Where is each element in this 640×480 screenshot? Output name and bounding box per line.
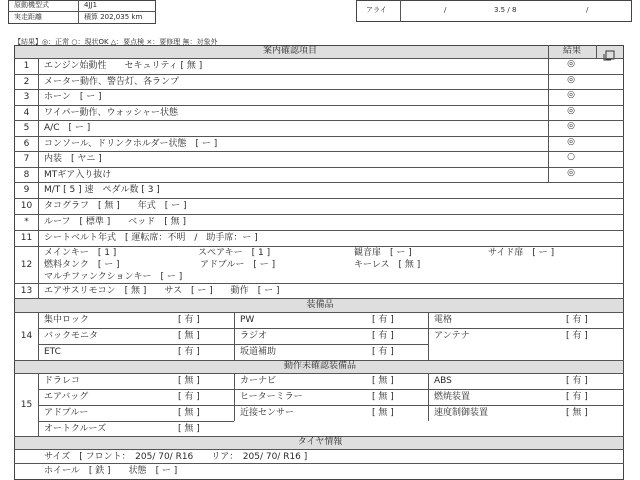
row-12-number: 12 xyxy=(20,260,33,270)
row-text: ワイパー動作、ウォッシャー状態 xyxy=(44,108,179,118)
row-11-text: シートベルト年式 [ 運転席：不明 / 助手席：ー ] xyxy=(44,233,258,243)
header-title: 案内確認項目 xyxy=(262,46,317,56)
equipment-item-value: [ 無 ] xyxy=(178,331,200,341)
equipment-item-value: [ 有 ] xyxy=(372,347,394,357)
equipment-item-name: 近接センサー xyxy=(240,408,295,418)
row-roof-number: * xyxy=(24,217,29,227)
equipment-item-name: 燃焼装置 xyxy=(434,392,471,402)
result-legend: 【結果】◎：正常 ○：現状OK △：要点検 ×：要修理 無：対象外 xyxy=(14,38,218,46)
engine-model-value: 4JJ1 xyxy=(84,1,98,9)
equipment-item-name: PW xyxy=(240,315,255,325)
equipment-item-name: カーナビ xyxy=(240,376,277,386)
equipment-item-name: 集中ロック xyxy=(44,315,89,325)
equipment-item-value: [ 無 ] xyxy=(178,376,200,386)
row-number: 8 xyxy=(23,170,30,180)
row-12-spare-key: スペアキー [ 1 ] xyxy=(198,248,271,258)
equipment-item-value: [ 有 ] xyxy=(372,315,394,325)
row-text: A/C [ ー ] xyxy=(44,123,91,133)
header-result: 結果 xyxy=(562,46,581,56)
alarai-label: アライ xyxy=(366,6,387,14)
equipment-item-value: [ 無 ] xyxy=(372,376,394,386)
row-12-side-door: サイド扉 [ ー ] xyxy=(488,248,555,258)
row-text: MTギア入り抜け xyxy=(44,170,112,180)
tire-title: タイヤ情報 xyxy=(297,437,343,447)
equipment-title: 装備品 xyxy=(306,300,334,310)
equipment-item-value: [ 無 ] xyxy=(178,424,200,434)
row-result: ◎ xyxy=(567,137,575,147)
mileage-label: 実走距離 xyxy=(14,13,42,21)
equipment-item-name: ヒーターミラー xyxy=(240,392,303,402)
equipment-item-name: ABS xyxy=(434,376,452,386)
row-10-text: タコグラフ [ 無 ] 年式 [ ー ] xyxy=(44,201,187,211)
row-13-text: エアサスリモコン [ 無 ] サス [ ー ] 動作 [ ー ] xyxy=(44,286,280,296)
equipment-number: 14 xyxy=(20,331,33,341)
row-number: 5 xyxy=(23,123,30,133)
equipment-item-name: ラジオ xyxy=(240,331,268,341)
row-number: 6 xyxy=(23,139,30,149)
row-12-main-key: メインキー [ 1 ] xyxy=(44,248,117,258)
row-result: ◎ xyxy=(567,90,575,100)
row-number: 7 xyxy=(23,154,30,164)
row-number: 4 xyxy=(23,108,30,118)
equipment-item-value: [ 有 ] xyxy=(178,347,200,357)
row-result: ◎ xyxy=(567,106,575,116)
wheel-info: ホイール [ 鉄 ] 状態 [ ー ] xyxy=(44,466,178,476)
unchecked-title: 動作未確認装備品 xyxy=(283,361,356,371)
row-text: コンソール、ドリンクホルダー状態 [ ー ] xyxy=(44,139,218,149)
row-12-keyless: キーレス [ 無 ] xyxy=(354,260,421,270)
equipment-item-name: 速度制御装置 xyxy=(434,408,489,418)
row-text: 内装 [ ヤニ ] xyxy=(44,154,102,164)
row-12-rear-door: 観音扉 [ ー ] xyxy=(354,248,412,258)
engine-model-label: 原動機型式 xyxy=(14,1,49,9)
row-result: ◎ xyxy=(567,75,575,85)
row-result: ○ xyxy=(567,152,575,162)
equipment-item-value: [ 有 ] xyxy=(566,392,588,402)
row-text: エンジン始動性 セキュリティ [ 無 ] xyxy=(44,61,203,71)
row-result: ◎ xyxy=(567,168,575,178)
row-number: 1 xyxy=(23,61,30,71)
equipment-item-name: 電格 xyxy=(434,315,453,325)
equipment-item-value: [ 有 ] xyxy=(178,315,200,325)
equipment-item-name: ドラレコ xyxy=(44,376,81,386)
row-result: ◎ xyxy=(567,121,575,131)
equipment-item-name: 坂道補助 xyxy=(240,347,277,357)
equipment-item-name: ETC xyxy=(44,347,61,357)
copy-icon[interactable] xyxy=(601,46,619,57)
equipment-item-name: エアバッグ xyxy=(44,392,89,402)
row-number: 3 xyxy=(23,92,30,102)
equipment-item-value: [ 無 ] xyxy=(372,392,394,402)
equipment-item-name: アドブルー xyxy=(44,408,89,418)
row-9-text: M/T [ 5 ] 速 ペダル数 [ 3 ] xyxy=(44,185,160,195)
equipment-item-value: [ 無 ] xyxy=(566,408,588,418)
row-12-adblue: アドブルー [ ー ] xyxy=(200,260,276,270)
equipment-item-value: [ 無 ] xyxy=(372,408,394,418)
equipment-item-value: [ 有 ] xyxy=(178,392,200,402)
tire-size: サイズ [ フロント： 205/ 70/ R16 リア： 205/ 70/ R16 ] xyxy=(44,452,308,462)
alarai-value: 3.5 / 8 xyxy=(494,6,517,14)
equipment-item-value: [ 有 ] xyxy=(566,376,588,386)
row-10-number: 10 xyxy=(20,201,33,211)
equipment-item-name: アンテナ xyxy=(434,331,470,341)
row-11-number: 11 xyxy=(20,233,33,243)
row-text: メーター動作、警告灯、各ランプ xyxy=(44,77,180,87)
row-result: ◎ xyxy=(567,59,575,69)
row-12-fuel-tank: 燃料タンク [ ー ] xyxy=(44,260,120,270)
row-text: ホーン [ ー ] xyxy=(44,92,102,102)
mileage-value: 積算 202,035 km xyxy=(84,13,143,21)
unchecked-number: 15 xyxy=(20,400,33,410)
row-roof-text: ルーフ [ 標準 ] ベッド [ 無 ] xyxy=(44,217,187,227)
alarai-slash-1: / xyxy=(444,6,447,14)
equipment-item-value: [ 無 ] xyxy=(178,408,200,418)
row-9-number: 9 xyxy=(23,185,30,195)
alarai-slash-2: / xyxy=(586,6,589,14)
equipment-item-name: バックモニタ xyxy=(44,331,99,341)
equipment-item-value: [ 有 ] xyxy=(566,331,588,341)
row-13-number: 13 xyxy=(20,286,33,296)
equipment-item-value: [ 有 ] xyxy=(372,331,394,341)
equipment-item-value: [ 有 ] xyxy=(566,315,588,325)
row-12-multi-key: マルチファンクションキー [ ー ] xyxy=(44,272,183,282)
row-number: 2 xyxy=(23,77,30,87)
equipment-item-name: オートクルーズ xyxy=(44,424,107,434)
